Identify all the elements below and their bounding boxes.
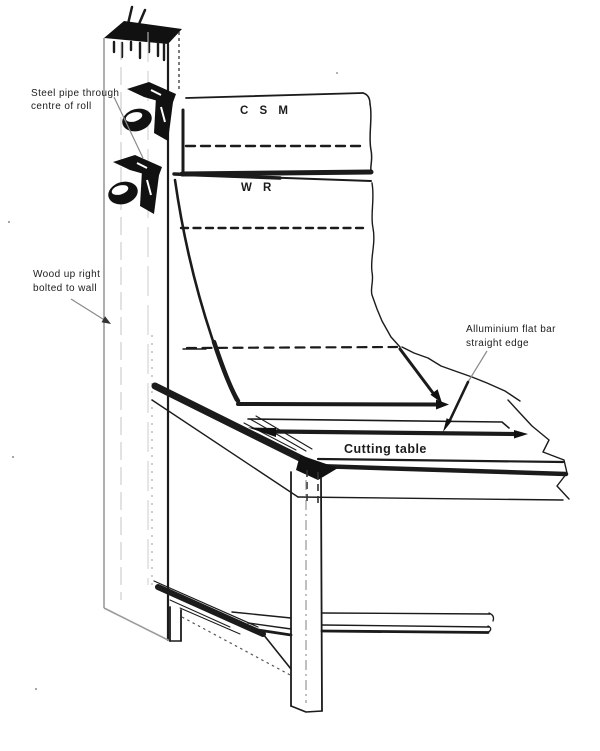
wood-upright-leader-line <box>71 299 106 321</box>
annotation-wood-upright <box>33 269 111 324</box>
table-back-line <box>248 419 509 428</box>
pipe-bracket-bottom <box>106 155 162 214</box>
wood-upright-arrowhead <box>102 316 112 324</box>
table-front-top-line <box>318 459 563 462</box>
post-top-cap <box>104 21 182 44</box>
annotation-steel-pipe <box>31 88 143 158</box>
front-leg-bottom <box>291 706 322 712</box>
table-front-edge <box>316 466 566 474</box>
wr-torn-edge <box>371 183 400 347</box>
post-cap-spike <box>139 10 145 24</box>
flat-bar-leader-line <box>468 351 487 382</box>
scan-noise <box>8 72 338 690</box>
label-csm: C S M <box>240 105 292 117</box>
fabric-edge-arrowhead <box>436 400 449 410</box>
front-leg-right-edge <box>321 478 322 711</box>
csm-right-edge <box>370 104 372 170</box>
fabric-edge-line <box>238 404 436 405</box>
shelf-front-dotted-edge <box>182 617 292 676</box>
table-torn-edge <box>508 400 569 499</box>
flat-bar-label-line2: straight edge <box>466 338 530 349</box>
steel-pipe-label-line1: Steel pipe through <box>31 88 120 99</box>
wood-upright-label-line2: bolted to wall <box>33 283 97 294</box>
label-cutting-table: Cutting table <box>344 442 427 456</box>
flat-bar-arrowhead <box>443 418 452 432</box>
drape-curve-shadow <box>214 342 238 401</box>
csm-roll <box>182 93 372 174</box>
shelf-rail <box>232 612 291 618</box>
table-apron-bottom <box>298 497 563 500</box>
csm-corner <box>363 93 370 104</box>
annotation-flat-bar <box>443 324 556 432</box>
fabric-drape <box>175 180 520 410</box>
label-wr: W R <box>241 182 276 194</box>
flat-bar <box>275 432 516 435</box>
post-bottom-edge <box>104 608 170 641</box>
csm-top-edge <box>186 93 363 98</box>
flat-bar-right-tip <box>514 430 528 439</box>
lower-shelf <box>154 581 494 676</box>
flat-bar-label-line1: Alluminium flat bar <box>466 324 556 335</box>
shelf-left-edge <box>158 587 263 634</box>
table-leg-front <box>291 472 322 712</box>
shelf-rail-heavy <box>322 631 488 633</box>
drape-curve <box>175 180 236 400</box>
shelf-rail <box>322 625 489 627</box>
post-cap-spike <box>128 7 132 24</box>
flat-bar-leader-line-heavy <box>450 382 468 420</box>
steel-pipe-label-line2: centre of roll <box>31 101 92 112</box>
table-leg-rear <box>170 607 181 641</box>
shelf-edge-to-leg <box>263 634 291 669</box>
fabric-pull-arrow <box>400 349 433 393</box>
shelf-rail <box>322 613 490 614</box>
fabric-fold-dashed <box>187 347 397 348</box>
wood-upright-label-line1: Wood up right <box>33 269 101 280</box>
